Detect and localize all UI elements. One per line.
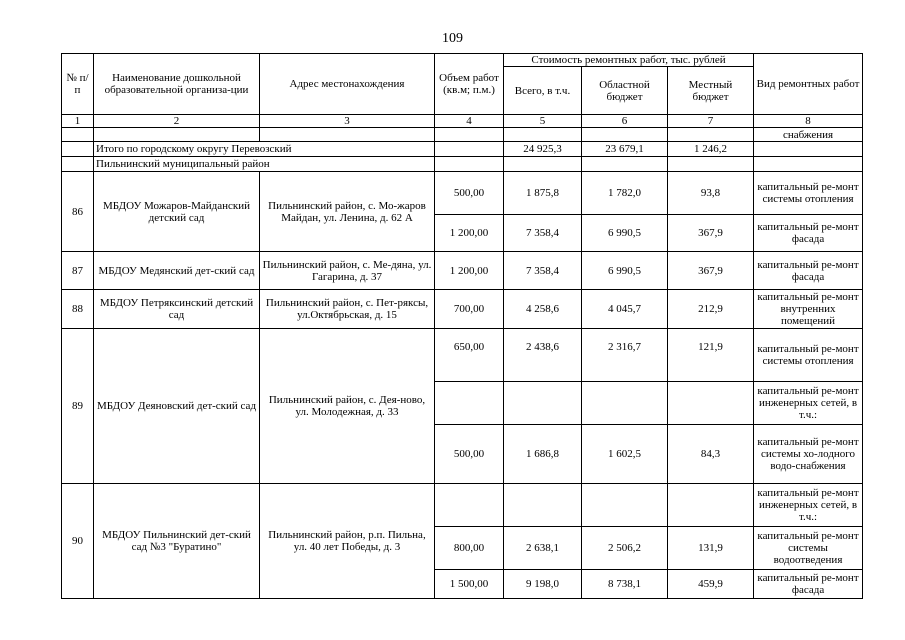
row-total: 7 358,4 — [504, 252, 582, 290]
district-row — [62, 157, 863, 172]
row-volume: 1 200,00 — [435, 252, 504, 290]
subtotal-total: 24 925,3 — [504, 142, 582, 157]
row-volume — [435, 382, 504, 425]
row-name: МБДОУ Деяновский дет-ский сад — [94, 329, 260, 484]
row-num: 89 — [62, 329, 94, 484]
row-volume: 1 500,00 — [435, 570, 504, 599]
header-regional: Областной бюджет — [582, 67, 668, 115]
header-work-type: Вид ремонтных работ — [754, 54, 863, 115]
row-regional: 6 990,5 — [582, 215, 668, 252]
table-row — [62, 290, 863, 329]
row-local: 84,3 — [668, 425, 754, 484]
table-row — [62, 329, 863, 382]
row-total — [504, 484, 582, 527]
row-regional: 2 506,2 — [582, 527, 668, 570]
subtotal-row — [62, 142, 863, 157]
row-regional: 1 602,5 — [582, 425, 668, 484]
column-number: 4 — [435, 115, 504, 128]
subtotal-label: Итого по городскому округу Перевозский — [94, 142, 435, 157]
row-local: 367,9 — [668, 215, 754, 252]
row-volume: 1 200,00 — [435, 215, 504, 252]
row-num: 87 — [62, 252, 94, 290]
row-total — [504, 382, 582, 425]
row-work: капитальный ре-монт фасада — [754, 215, 863, 252]
row-name: МБДОУ Петряксинский детский сад — [94, 290, 260, 329]
header-row-top — [62, 54, 863, 67]
row-local: 93,8 — [668, 172, 754, 215]
row-volume: 700,00 — [435, 290, 504, 329]
row-total: 1 875,8 — [504, 172, 582, 215]
row-total: 7 358,4 — [504, 215, 582, 252]
column-number: 7 — [668, 115, 754, 128]
table-row — [62, 252, 863, 290]
row-total: 2 638,1 — [504, 527, 582, 570]
column-number: 1 — [62, 115, 94, 128]
row-local: 131,9 — [668, 527, 754, 570]
row-work: капитальный ре-монт фасада — [754, 252, 863, 290]
carry-over-row — [62, 128, 863, 142]
row-num: 86 — [62, 172, 94, 252]
row-address: Пильнинский район, с. Мо-жаров Майдан, ул. Ленина, д. 62 А — [260, 172, 435, 252]
header-local: Местный бюджет — [668, 67, 754, 115]
row-local — [668, 382, 754, 425]
row-regional — [582, 484, 668, 527]
district-label: Пильнинский муниципальный район — [94, 157, 435, 172]
row-work: капитальный ре-монт системы отопления — [754, 329, 863, 382]
column-number: 6 — [582, 115, 668, 128]
row-regional: 2 316,7 — [582, 329, 668, 382]
row-address: Пильнинский район, с. Пет-ряксы, ул.Октябрьская, д. 15 — [260, 290, 435, 329]
header-total: Всего, в т.ч. — [504, 67, 582, 115]
row-work: капитальный ре-монт системы хо-лодного водо-снабжения — [754, 425, 863, 484]
row-regional: 4 045,7 — [582, 290, 668, 329]
row-local: 212,9 — [668, 290, 754, 329]
row-name: МБДОУ Можаров-Майданский детский сад — [94, 172, 260, 252]
column-numbers-row — [62, 115, 863, 128]
row-local — [668, 484, 754, 527]
row-volume: 500,00 — [435, 425, 504, 484]
row-num: 90 — [62, 484, 94, 599]
column-number: 5 — [504, 115, 582, 128]
row-work: капитальный ре-монт системы отопления — [754, 172, 863, 215]
row-name: МБДОУ Пильнинский дет-ский сад №3 "Буратино" — [94, 484, 260, 599]
row-local: 459,9 — [668, 570, 754, 599]
table-row — [62, 484, 863, 527]
header-volume: Объем работ (кв.м; п.м.) — [435, 54, 504, 115]
table-row — [62, 172, 863, 215]
row-regional: 6 990,5 — [582, 252, 668, 290]
header-name: Наименование дошкольной образовательной организа-ции — [94, 54, 260, 115]
subtotal-local: 1 246,2 — [668, 142, 754, 157]
row-volume: 650,00 — [435, 329, 504, 382]
column-number: 3 — [260, 115, 435, 128]
row-local: 121,9 — [668, 329, 754, 382]
row-num: 88 — [62, 290, 94, 329]
row-work: капитальный ре-монт внутренних помещений — [754, 290, 863, 329]
carry-over-work: снабжения — [754, 128, 863, 142]
row-volume: 800,00 — [435, 527, 504, 570]
row-total: 1 686,8 — [504, 425, 582, 484]
row-regional: 8 738,1 — [582, 570, 668, 599]
repair-works-table — [61, 53, 863, 599]
header-address: Адрес местонахождения — [260, 54, 435, 115]
row-work: капитальный ре-монт системы водоотведения — [754, 527, 863, 570]
header-num: № п/п — [62, 54, 94, 115]
column-number: 2 — [94, 115, 260, 128]
page-number: 109 — [442, 31, 463, 46]
header-cost-group: Стоимость ремонтных работ, тыс. рублей — [504, 54, 754, 67]
row-address: Пильнинский район, р.п. Пильна, ул. 40 лет Победы, д. 3 — [260, 484, 435, 599]
row-local: 367,9 — [668, 252, 754, 290]
row-name: МБДОУ Медянский дет-ский сад — [94, 252, 260, 290]
row-work: капитальный ре-монт инженерных сетей, в т.ч.: — [754, 382, 863, 425]
row-total: 9 198,0 — [504, 570, 582, 599]
row-work: капитальный ре-монт фасада — [754, 570, 863, 599]
row-regional — [582, 382, 668, 425]
row-total: 2 438,6 — [504, 329, 582, 382]
row-work: капитальный ре-монт инженерных сетей, в т.ч.: — [754, 484, 863, 527]
row-volume: 500,00 — [435, 172, 504, 215]
row-regional: 1 782,0 — [582, 172, 668, 215]
subtotal-regional: 23 679,1 — [582, 142, 668, 157]
row-address: Пильнинский район, с. Ме-дяна, ул. Гагарина, д. 37 — [260, 252, 435, 290]
row-address: Пильнинский район, с. Дея-ново, ул. Молодежная, д. 33 — [260, 329, 435, 484]
row-volume — [435, 484, 504, 527]
row-total: 4 258,6 — [504, 290, 582, 329]
column-number: 8 — [754, 115, 863, 128]
